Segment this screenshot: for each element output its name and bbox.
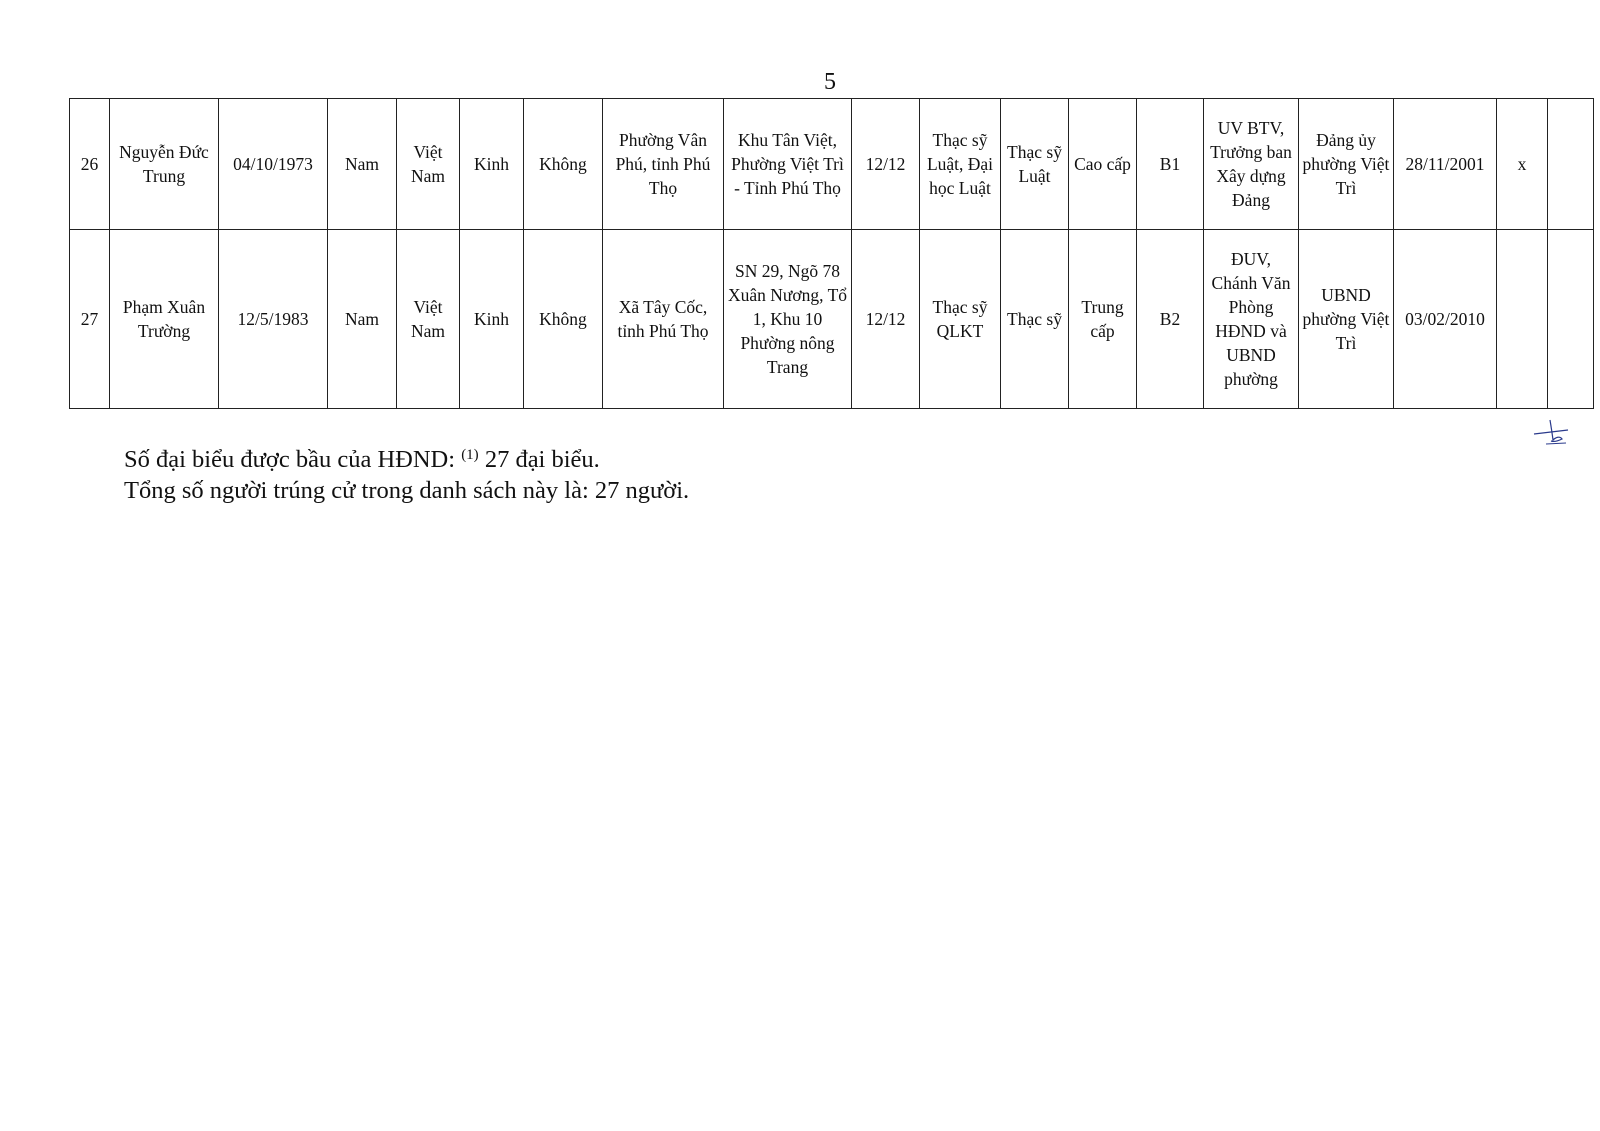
cell-political-theory: Cao cấp	[1069, 99, 1137, 230]
cell-name: Nguyễn Đức Trung	[110, 99, 219, 230]
cell-gender: Nam	[328, 230, 397, 409]
total-elected-line: Tổng số người trúng cử trong danh sách này là: 27 người.	[124, 477, 690, 504]
delegates-elected-line	[124, 444, 689, 475]
cell-dob: 12/5/1983	[219, 230, 328, 409]
cell-nationality: Việt Nam	[397, 230, 460, 409]
cell-extra	[1548, 99, 1594, 230]
cell-gender: Nam	[328, 99, 397, 230]
cell-hometown: Phường Vân Phú, tỉnh Phú Thọ	[603, 99, 724, 230]
elected-delegates-table	[69, 98, 1594, 409]
cell-degree: Thạc sỹ	[1001, 230, 1069, 409]
table-row	[70, 99, 1594, 230]
cell-foreign-language: B1	[1137, 99, 1204, 230]
delegates-elected-value: 27 đại biểu.	[478, 446, 600, 473]
handwritten-initial-icon	[1532, 418, 1572, 448]
cell-foreign-language: B2	[1137, 230, 1204, 409]
footnote-marker: (1)	[461, 447, 479, 463]
page-number: 5	[824, 69, 836, 95]
cell-residence: Khu Tân Việt, Phường Việt Trì - Tỉnh Phú Thọ	[724, 99, 852, 230]
cell-nationality: Việt Nam	[397, 99, 460, 230]
cell-flag	[1497, 230, 1548, 409]
cell-religion: Không	[524, 230, 603, 409]
cell-position: ĐUV, Chánh Văn Phòng HĐND và UBND phường	[1204, 230, 1299, 409]
cell-stt: 26	[70, 99, 110, 230]
cell-political-theory: Trung cấp	[1069, 230, 1137, 409]
cell-general-education: 12/12	[852, 99, 920, 230]
cell-stt: 27	[70, 230, 110, 409]
cell-professional: Thạc sỹ Luật, Đại học Luật	[920, 99, 1001, 230]
cell-name: Phạm Xuân Trường	[110, 230, 219, 409]
cell-workplace: Đảng ủy phường Việt Trì	[1299, 99, 1394, 230]
table-row	[70, 230, 1594, 409]
cell-party-join-date: 28/11/2001	[1394, 99, 1497, 230]
cell-flag: x	[1497, 99, 1548, 230]
cell-position: UV BTV, Trưởng ban Xây dựng Đảng	[1204, 99, 1299, 230]
cell-residence: SN 29, Ngõ 78 Xuân Nương, Tổ 1, Khu 10 Phường nông Trang	[724, 230, 852, 409]
cell-general-education: 12/12	[852, 230, 920, 409]
cell-professional: Thạc sỹ QLKT	[920, 230, 1001, 409]
cell-ethnicity: Kinh	[460, 99, 524, 230]
cell-extra	[1548, 230, 1594, 409]
cell-religion: Không	[524, 99, 603, 230]
delegates-elected-label: Số đại biểu được bầu của HĐND:	[124, 446, 462, 473]
cell-workplace: UBND phường Việt Trì	[1299, 230, 1394, 409]
cell-party-join-date: 03/02/2010	[1394, 230, 1497, 409]
cell-degree: Thạc sỹ Luật	[1001, 99, 1069, 230]
cell-hometown: Xã Tây Cốc, tỉnh Phú Thọ	[603, 230, 724, 409]
cell-dob: 04/10/1973	[219, 99, 328, 230]
summary-footer	[124, 444, 689, 506]
cell-ethnicity: Kinh	[460, 230, 524, 409]
